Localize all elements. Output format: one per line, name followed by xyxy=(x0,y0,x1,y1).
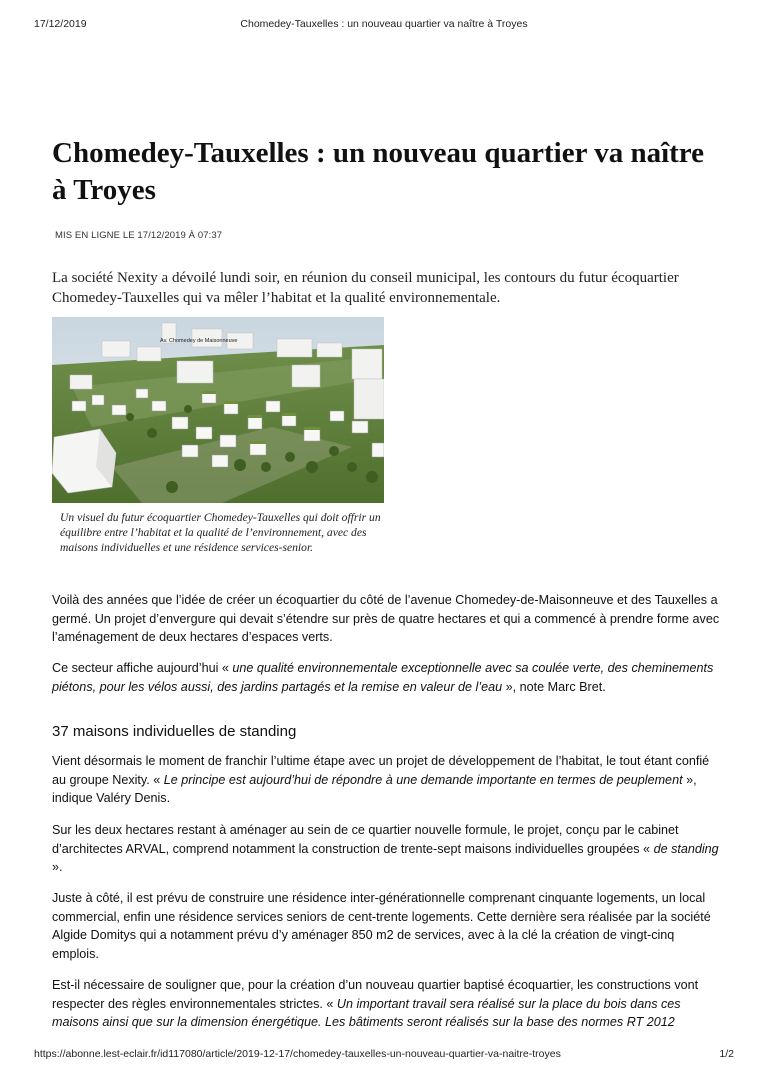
page-number: 1/2 xyxy=(719,1048,734,1060)
quote: une qualité environnementale exceptionnelle avec sa coulée verte, des cheminements piétons, pour les vélos aussi, des jardins partagés et la remise en valeur de l’eau xyxy=(52,661,714,694)
print-date: 17/12/2019 xyxy=(34,18,87,30)
paragraph-6: Est-il nécessaire de souligner que, pour la création d’un nouveau quartier baptisé écoquartier, les constructions vont respecter des règles environnementales strictes. « Un important travail sera réalisé sur la place du bois dans ces maisons ainsi que sur la dimension énergétique. Les bâtiments seront réalisés sur la base des normes RT 2012 xyxy=(52,978,699,1029)
quote: Le principe est aujourd’hui de répondre à une demande importante en termes de peuplement xyxy=(163,772,683,787)
paragraph-1: Voilà des années que l’idée de créer un écoquartier du côté de l’avenue Chomedey-de-Maisonneuve et des Tauxelles a germé. Un projet d’envergure qui devait s’étendre sur près de quatre hectares et qui a commencé à prendre forme avec l’aménagement de deux hectares d’espaces verts. xyxy=(52,593,720,644)
print-title: Chomedey-Tauxelles : un nouveau quartier va naître à Troyes xyxy=(240,18,528,30)
paragraph-5: Juste à côté, il est prévu de construire une résidence inter-générationnelle comprenant cinquante logements, un local commercial, enfin une résidence services seniors de cent-trente logements. Cette dernière sera réalisée par la société Algide Domitys qui a notamment prévu d’y aménager 850 m2 de services, avec à la clé la création de vingt-cinq emplois. xyxy=(52,891,711,961)
image-street-sign: Av. Chomedey de Maisonneuve xyxy=(160,338,238,344)
paragraph-4: Sur les deux hectares restant à aménager au sein de ce quartier nouvelle formule, le projet, conçu par le cabinet d’architectes ARVAL, comprend notamment la construction de trente-sept maisons individuelles groupées « de standing ». xyxy=(52,823,719,874)
paragraph-2: Ce secteur affiche aujourd’hui « une qualité environnementale exceptionnelle avec sa coulée verte, des cheminements piétons, pour les vélos aussi, des jardins partagés et la remise en valeur de l’eau », note Marc Bret. xyxy=(52,661,714,694)
article-lead: La société Nexity a dévoilé lundi soir, en réunion du conseil municipal, les contours du futur écoquartier Chomedey-Tauxelles qui va mêler l’habitat et la qualité environnementale. xyxy=(52,270,679,306)
quote: Un important travail sera réalisé sur la place du bois dans ces maisons ainsi que sur la dimension énergétique. Les bâtiments seront réalisés sur la base des normes RT 2012 xyxy=(52,996,681,1029)
quote: de standing xyxy=(653,841,719,856)
paragraph-3: Vient désormais le moment de franchir l’ultime étape avec un projet de développement de l’habitat, le tout étant confié au groupe Nexity. « Le principe est aujourd’hui de répondre à une demande importante en termes de peuplement », indique Valéry Denis. xyxy=(52,754,710,805)
image-caption: Un visuel du futur écoquartier Chomedey-Tauxelles qui doit offrir un équilibre entre l’habitat et la qualité de l’environnement, avec des maisons individuelles et une résidence services-senior. xyxy=(60,511,381,554)
article-url: https://abonne.lest-eclair.fr/id117080/article/2019-12-17/chomedey-tauxelles-un-nouveau-quartier-va-naitre-troyes xyxy=(34,1048,561,1060)
publish-date: MIS EN LIGNE LE 17/12/2019 À 07:37 xyxy=(55,230,223,241)
article-image xyxy=(52,317,384,503)
article-title: Chomedey-Tauxelles : un nouveau quartier va naître à Troyes xyxy=(52,137,705,206)
subheading: 37 maisons individuelles de standing xyxy=(52,723,297,740)
print-footer xyxy=(34,1048,734,1062)
print-header xyxy=(34,18,734,32)
